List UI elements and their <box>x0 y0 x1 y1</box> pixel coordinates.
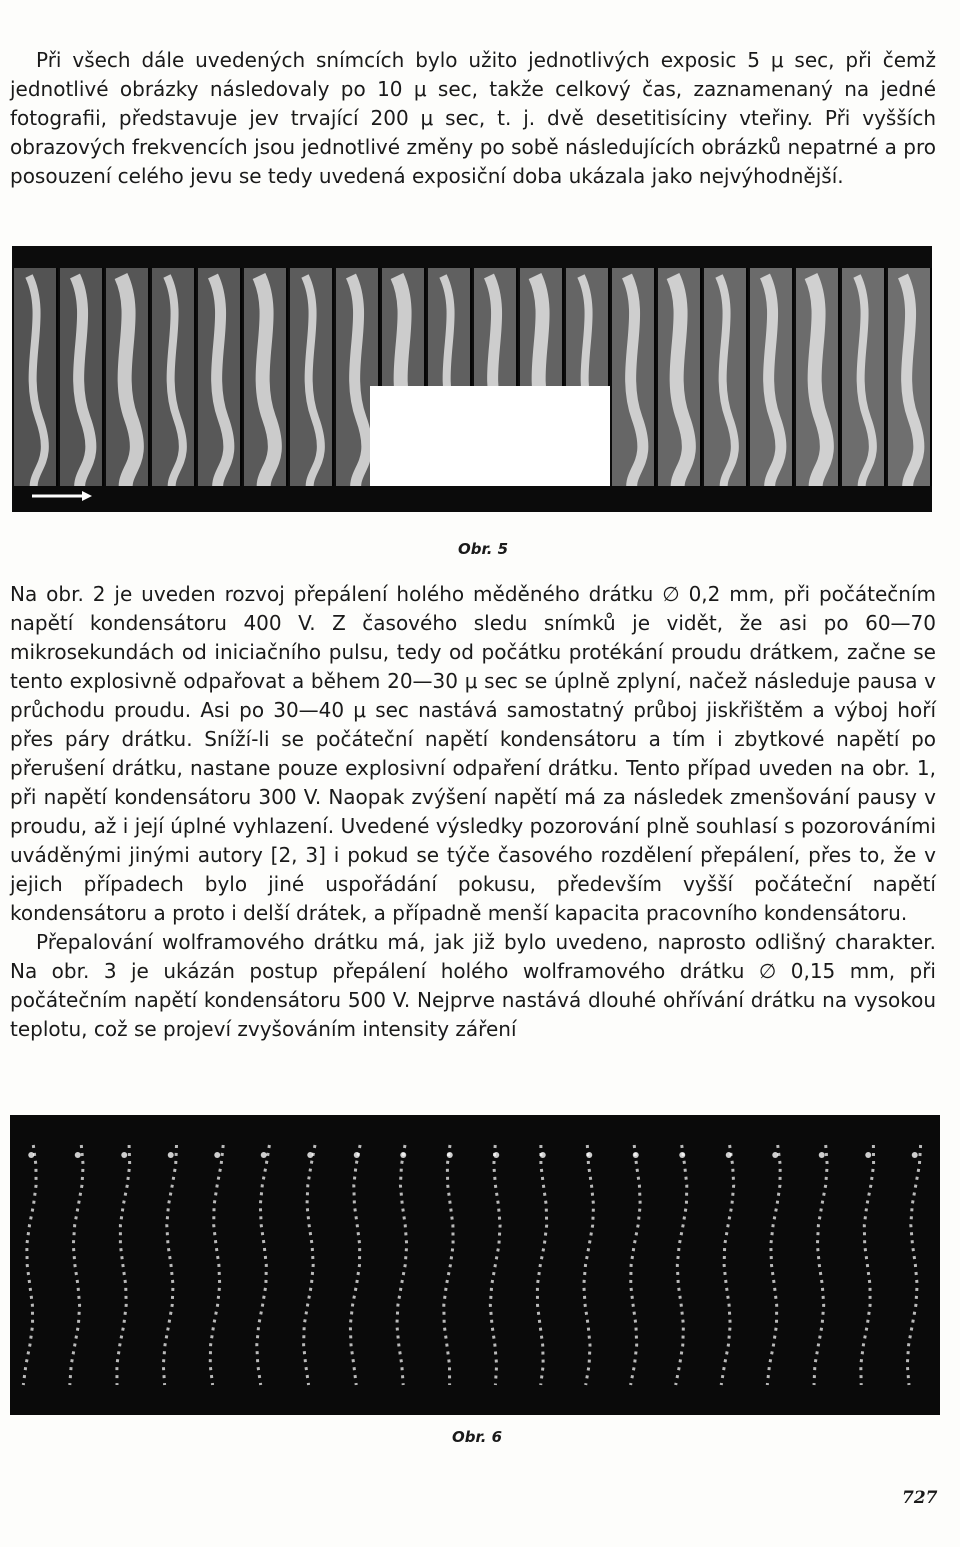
intro-paragraph: Při všech dále uvedených snímcích bylo užito jednotlivých exposic 5 μ sec, při čemž jednotlivé obrázky následovaly po 10 μ sec, takže celkový čas, zaznamenaný na jedné fotografii, představuje jev trvající 200 μ sec, t. j. dvě desetitisíciny vteřiny. Při vyšších obrazových frekvencích jsou jednotlivé změny po sobě následujících obrázků nepatrné a pro posouzení celého jevu se tedy uvedená exposiční doba ukázala jako nejvýhodnější. <box>10 48 936 188</box>
body-paragraph-1: Na obr. 2 je uveden rozvoj přepálení holého měděného drátku ∅ 0,2 mm, při počátečním napětí kondensátoru 400 V. Z časového sledu snímků je vidět, že asi po 60—70 mikrosekundách od iniciačního pulsu, tedy od počátku protékání proudu drátkem, začne se tento explosivně odpařovat a během 20—30 μ sec se úplně zplyní, načež následuje pausa v průchodu proudu. Asi po 30—40 μ sec nastává samostatný průboj jiskřištěm a výboj hoří přes páry drátku. Sníží-li se počáteční napětí kondensátoru a tím i zbytkové napětí po přerušení drátku, nastane pouze explosivní odpaření drátku. Tento případ uveden na obr. 1, při napětí kondensátoru 300 V. Naopak zvýšení napětí má za následek zmenšování pausy v proudu, až i její úplné vyhlazení. Uvedené výsledky pozorování plně souhlasí s pozorováními uváděnými jinými autory [2, 3] i pokud se týče časového rozdělení přepálení, přes to, že v jejich případech bylo jiné uspořádání pokusu, především vyšší počáteční napětí kondensátoru a proto i delší drátek, a případně menší kapacita pracovního kondensátoru. <box>10 582 936 925</box>
frame-5-4 <box>152 268 195 502</box>
frame-5-6 <box>244 268 287 502</box>
figure-6-photo-strip <box>10 1115 940 1415</box>
body-paragraph-2: Přepalování wolframového drátku má, jak již bylo uvedeno, naprosto odlišný charakter. Na obr. 3 je ukázán postup přepálení holého wolframového drátku ∅ 0,15 mm, při počátečním napětí kondensátoru 500 V. Nejprve nastává dlouhé ohřívání drátku na vysokou teplotu, což se projeví zvyšováním intensity záření <box>10 930 936 1041</box>
intro-paragraph-block <box>10 46 936 191</box>
frame-5-20 <box>888 268 931 502</box>
frame-5-7 <box>290 268 333 502</box>
figure-5-flash <box>370 386 610 486</box>
frame-5-18 <box>796 268 839 502</box>
frame-5-3 <box>106 268 149 502</box>
figure-5-caption: Obr. 5 <box>458 540 509 558</box>
figure-5-frames <box>12 246 932 512</box>
frame-5-5 <box>198 268 241 502</box>
page-number: 727 <box>902 1488 938 1508</box>
frame-5-15 <box>658 268 701 502</box>
body-text-block <box>10 580 936 1044</box>
frame-5-17 <box>750 268 793 502</box>
figure-5-photo-strip <box>12 246 932 512</box>
frame-5-14 <box>612 268 655 502</box>
frame-5-19 <box>842 268 885 502</box>
frame-5-1 <box>14 268 57 502</box>
figure-6-frames <box>10 1115 940 1415</box>
frame-5-16 <box>704 268 747 502</box>
figure-6-caption: Obr. 6 <box>452 1428 503 1446</box>
frame-5-2 <box>60 268 103 502</box>
